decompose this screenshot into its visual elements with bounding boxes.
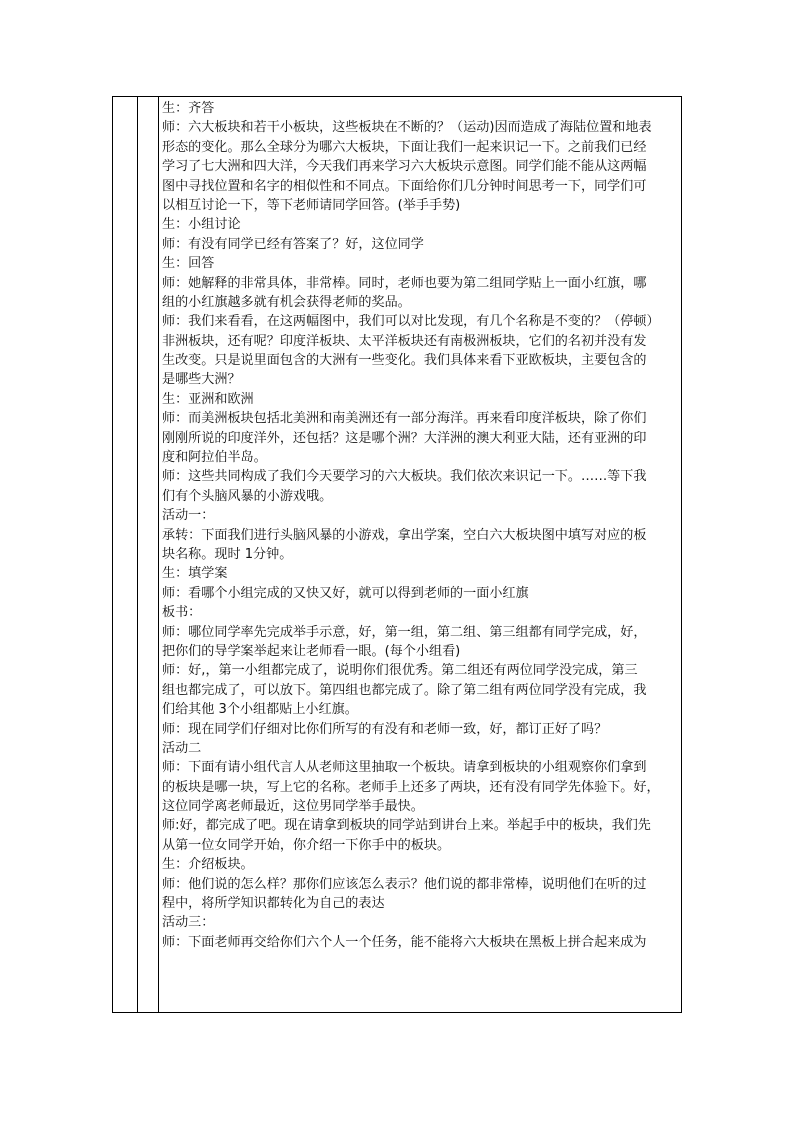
text-line: 师：下面老师再交给你们六个人一个任务，能不能将六大板块在黑板上拼合起来成为 <box>162 934 647 950</box>
text-line: 程中，将所学知识都转化为自己的表达 <box>162 896 385 912</box>
text-line: 师：哪位同学率先完成举手示意，好，第一组，第二组、第三组都有同学完成，好， <box>162 624 647 640</box>
lesson-content <box>162 99 682 952</box>
text-line: 板书： <box>162 605 202 621</box>
text-line: 度和阿拉伯半岛。 <box>162 450 267 466</box>
text-line: 师：她解释的非常具体，非常棒。同时，老师也要为第二组同学贴上一面小红旗，哪 <box>162 275 647 291</box>
text-line: 组的小红旗越多就有机会获得老师的奖品。 <box>162 294 411 310</box>
table-column-middle <box>138 97 159 1012</box>
text-line: 师:好，都完成了吧。现在请拿到板块的同学站到讲台上来。举起手中的板块，我们先 <box>162 818 651 834</box>
text-line: 生：回答 <box>162 256 215 272</box>
text-line: 们给其他 3个小组都贴上小红旗。 <box>162 702 358 718</box>
text-line: 师：下面有请小组代言人从老师这里抽取一个板块。请拿到板块的小组观察你们拿到 <box>162 760 647 776</box>
text-line: 生：介绍板块。 <box>162 857 254 873</box>
text-line: 生：齐答 <box>162 101 215 116</box>
text-line: 师：他们说的怎么样？那你们应该怎么表示？他们说的都非常棒，说明他们在听的过 <box>162 876 647 892</box>
text-line: 把你们的导学案举起来让老师看一眼。(每个小组看) <box>162 643 461 659</box>
text-line: 们有个头脑风暴的小游戏哦。 <box>162 488 333 504</box>
text-line: 块名称。现时 1分钟。 <box>162 546 293 562</box>
text-line: 非洲板块，还有呢？印度洋板块、太平洋板块还有南极洲板块，它们的名初并没有发 <box>162 333 647 349</box>
text-line: 生改变。只是说里面包含的大洲有一些变化。我们具体来看下亚欧板块，主要包含的 <box>162 353 647 369</box>
text-line: 活动三： <box>162 915 215 931</box>
text-line: 师：我们来看看，在这两幅图中，我们可以对比发现，有几个名称是不变的？（停顿） <box>162 314 660 330</box>
text-line: 生：亚洲和欧洲 <box>162 391 254 407</box>
text-line: 图中寻找位置和名字的相似性和不同点。下面给你们几分钟时间思考一下，同学们可 <box>162 178 647 194</box>
text-line: 刚刚所说的印度洋外，还包括？这是哪个洲？大洋洲的澳大利亚大陆，还有亚洲的印 <box>162 430 647 446</box>
text-line: 以相互讨论一下，等下老师请同学回答。(举手手势) <box>162 197 461 213</box>
text-line: 学习了七大洲和四大洋，今天我们再来学习六大板块示意图。同学们能不能从这两幅 <box>162 159 647 175</box>
text-line: 师：看哪个小组完成的又快又好，就可以得到老师的一面小红旗 <box>162 585 529 601</box>
text-line: 活动二 <box>162 740 202 756</box>
text-line: 师：有没有同学已经有答案了？好，这位同学 <box>162 236 424 252</box>
text-line: 师：六大板块和若干小板块，这些板块在不断的？（运动)因而造成了海陆位置和地表 <box>162 120 652 136</box>
text-line: 活动一： <box>162 508 215 524</box>
text-line: 组也都完成了，可以放下。第四组也都完成了。除了第二组有两位同学没有完成，我 <box>162 682 647 698</box>
text-line: 生：小组讨论 <box>162 217 241 233</box>
text-line: 的板块是哪一块，写上它的名称。老师手上还多了两块，还有没有同学先体验下。好， <box>162 779 660 795</box>
text-line: 是哪些大洲？ <box>162 372 241 388</box>
text-line: 师：好,，第一小组都完成了，说明你们很优秀。第二组还有两位同学没完成，第三 <box>162 663 638 679</box>
text-line: 师：现在同学们仔细对比你们所写的有没有和老师一致，好，都订正好了吗？ <box>162 721 608 737</box>
lesson-table <box>112 96 682 1013</box>
text-line: 承转：下面我们进行头脑风暴的小游戏，拿出学案，空白六大板块图中填写对应的板 <box>162 527 647 543</box>
text-line: 生：填学案 <box>162 566 228 582</box>
text-line: 师：而美洲板块包括北美洲和南美洲还有一部分海洋。再来看印度洋板块，除了你们 <box>162 411 647 427</box>
text-line: 这位同学离老师最近，这位男同学举手最快。 <box>162 799 424 815</box>
text-line: 师：这些共同构成了我们今天要学习的六大板块。我们依次来识记一下。……等下我 <box>162 469 647 485</box>
text-line: 形态的变化。那么全球分为哪六大板块，下面让我们一起来识记一下。之前我们已经 <box>162 139 647 155</box>
table-column-left <box>113 97 138 1012</box>
text-line: 从第一位女同学开始，你介绍一下你手中的板块。 <box>162 837 451 853</box>
